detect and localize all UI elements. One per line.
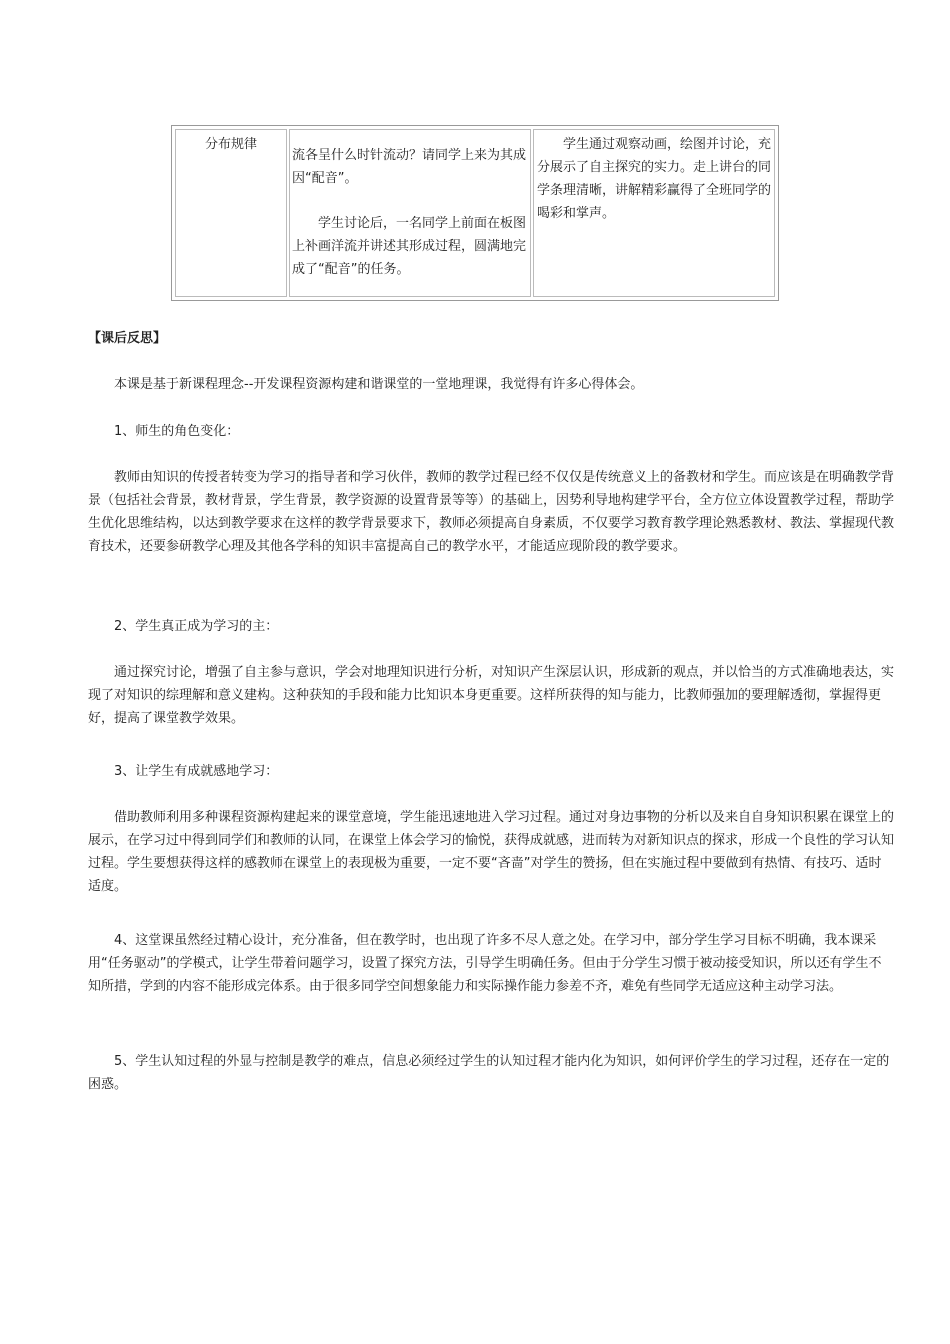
table-cell-topic: 分布规律	[175, 129, 287, 297]
point3-paragraph: 借助教师利用多种课程资源构建起来的课堂意境，学生能迅速地进入学习过程。通过对身边事物的分析以及来自自身知识积累在课堂上的展示，在学习过中得到同学们和教师的认同，在课堂上体会学习的愉悦，获得成就感，进而转为对新知识点的探求，形成一个良性的学习认知过程。学生要想获得这样的感教师在课堂上的表现极为重要，一定不要“吝啬”对学生的赞扬，但在实施过程中要做到有热情、有技巧、适时适度。	[88, 810, 895, 894]
point1-title: 1、师生的角色变化：	[114, 424, 240, 439]
point2-paragraph: 通过探究讨论，增强了自主参与意识，学会对地理知识进行分析，对知识产生深层认识，形成新的观点，并以恰当的方式准确地表达，实现了对知识的综理解和意义建构。这种获知的手段和能力比知识本身更重要。这样所获得的知与能力，比教师强加的要理解透彻，掌握得更好，提高了课堂教学效果。	[88, 665, 895, 726]
table-cell-activity	[289, 129, 531, 297]
activity-text-1: 流各呈什么时针流动？请同学上来为其成因“配音”。	[292, 148, 527, 186]
point1-paragraph: 教师由知识的传授者转变为学习的指导者和学习伙伴，教师的教学过程已经不仅仅是传统意义上的备教材和学生。而应该是在明确教学背景（包括社会背景，教材背景，学生背景，教学资源的设置背景等等）的基础上，因势利导地构建学平台，全方位立体设置教学过程，帮助学生优化思维结构，以达到教学要求在这样的教学背景要求下，教师必须提高自身素质，不仅要学习教育教学理论熟悉教材、教法、掌握现代教育技术，还要参研教学心理及其他各学科的知识丰富提高自己的教学水平，才能适应现阶段的教学要求。	[88, 470, 895, 554]
table-cell-comment: 学生通过观察动画，绘图并讨论，充分展示了自主探究的实力。走上讲台的同学条理清晰，讲解精彩赢得了全班同学的喝彩和掌声。	[533, 129, 775, 297]
section-title: 【课后反思】	[88, 331, 167, 346]
point3-title: 3、让学生有成就感地学习：	[114, 764, 279, 779]
point4-paragraph: 4、这堂课虽然经过精心设计，充分准备，但在教学时，也出现了许多不尽人意之处。在学习中，部分学生学习目标不明确，我本课采用“任务驱动”的学模式，让学生带着问题学习，设置了探究方法，引导学生明确任务。但由于分学生习惯于被动接受知识，所以还有学生不知所措，学到的内容不能形成完体系。由于很多同学空间想象能力和实际操作能力参差不齐，难免有些同学无适应这种主动学习法。	[88, 933, 882, 994]
lesson-table	[171, 125, 779, 301]
point5-paragraph: 5、学生认知过程的外显与控制是教学的难点，信息必须经过学生的认知过程才能内化为知识，如何评价学生的学习过程，还存在一定的困惑。	[88, 1054, 890, 1092]
intro-paragraph: 本课是基于新课程理念--开发课程资源构建和谐课堂的一堂地理课，我觉得有许多心得体会。	[114, 377, 644, 392]
point2-title: 2、学生真正成为学习的主：	[114, 619, 279, 634]
activity-text-2: 学生讨论后，一名同学上前面在板图上补画洋流并讲述其形成过程，圆满地完成了“配音”的任务。	[292, 216, 527, 277]
